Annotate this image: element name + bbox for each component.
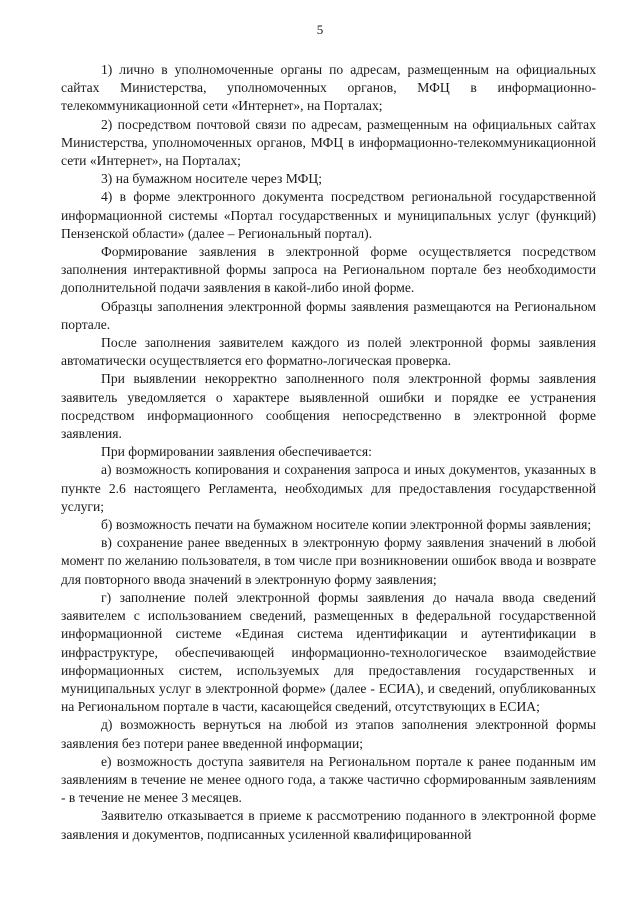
paragraph-electronic-form: Формирование заявления в электронной форме осуществляется посредством заполнения интерактивной формы запроса на Региональном портале без необходимости дополнительной подачи заявления в какой-либо иной форме. [61,244,596,296]
paragraph-provision-intro: При формировании заявления обеспечивается: [101,444,372,460]
paragraph-refusal: Заявителю отказывается в приеме к рассмотрению поданного в электронной форме заявления и документов, подписанных усиленной квалифицированной [61,808,596,842]
paragraph-item-e: е) возможность доступа заявителя на Региональном портале к ранее поданным им заявлениям в течение не менее одного года, а также частично сформированным заявлениям - в течение не менее 3 месяцев. [61,753,596,806]
paragraph-item-3-paper: 3) на бумажном носителе через МФЦ; [101,171,322,187]
paragraph-item-a: а) возможность копирования и сохранения запроса и иных документов, указанных в пункте 2.6 настоящего Регламента, необходимых для предоставления государственной услуги; [61,462,596,514]
paragraph-format-check: После заполнения заявителем каждого из полей электронной формы заявления автоматически осуществляется его форматно-логическая проверка. [61,335,596,369]
paragraph-item-g: г) заполнение полей электронной формы заявления до начала ввода сведений заявителем с использованием сведений, размещенных в федеральной государственной информационной системе «Единая система идентификации и аутентификации в инфраструктуре, обеспечивающей информационно-технологическое взаимодействие информационных систем, используемых для предоставления государственных и муниципальных услуг в электронной форме» (далее - ЕСИА), и сведений, опубликованных на Региональном портале в части, касающейся сведений, отсутствующих в ЕСИА; [61,589,596,715]
document-body [61,61,596,844]
paragraph-item-4-electronic: 4) в форме электронного документа посредством региональной государственной информационной системы «Портал государственных и муниципальных услуг (функций) Пензенской области» (далее – Региональный портал). [61,189,596,241]
page-number: 5 [316,22,324,37]
paragraph-item-2-postal: 2) посредством почтовой связи по адресам, размещенным на официальных сайтах Министерства, уполномоченных органов, МФЦ в информационно-телекоммуникационной сети «Интернет», на Порталах; [61,116,596,169]
paragraph-error-notice: При выявлении некорректно заполненного поля электронной формы заявления заявитель уведомляется о характере выявленной ошибки и порядке ее устранения посредством информационного сообщения непосредственно в электронной форме заявления. [61,371,596,442]
paragraph-item-b: б) возможность печати на бумажном носителе копии электронной формы заявления; [101,517,592,533]
paragraph-item-d: д) возможность вернуться на любой из этапов заполнения электронной формы заявления без потери ранее введенной информации; [61,717,596,751]
paragraph-item-v: в) сохранение ранее введенных в электронную форму заявления значений в любой момент по желанию пользователя, в том числе при возникновении ошибок ввода и возврате для повторного ввода значений в электронную форму заявления; [61,535,596,587]
paragraph-item-1-in-person: 1) лично в уполномоченные органы по адресам, размещенным на официальных сайтах Министерства, уполномоченных органов, МФЦ в информационно-телекоммуникационной сети «Интернет», на Порталах; [61,62,596,114]
paragraph-form-samples: Образцы заполнения электронной формы заявления размещаются на Региональном портале. [61,298,596,332]
